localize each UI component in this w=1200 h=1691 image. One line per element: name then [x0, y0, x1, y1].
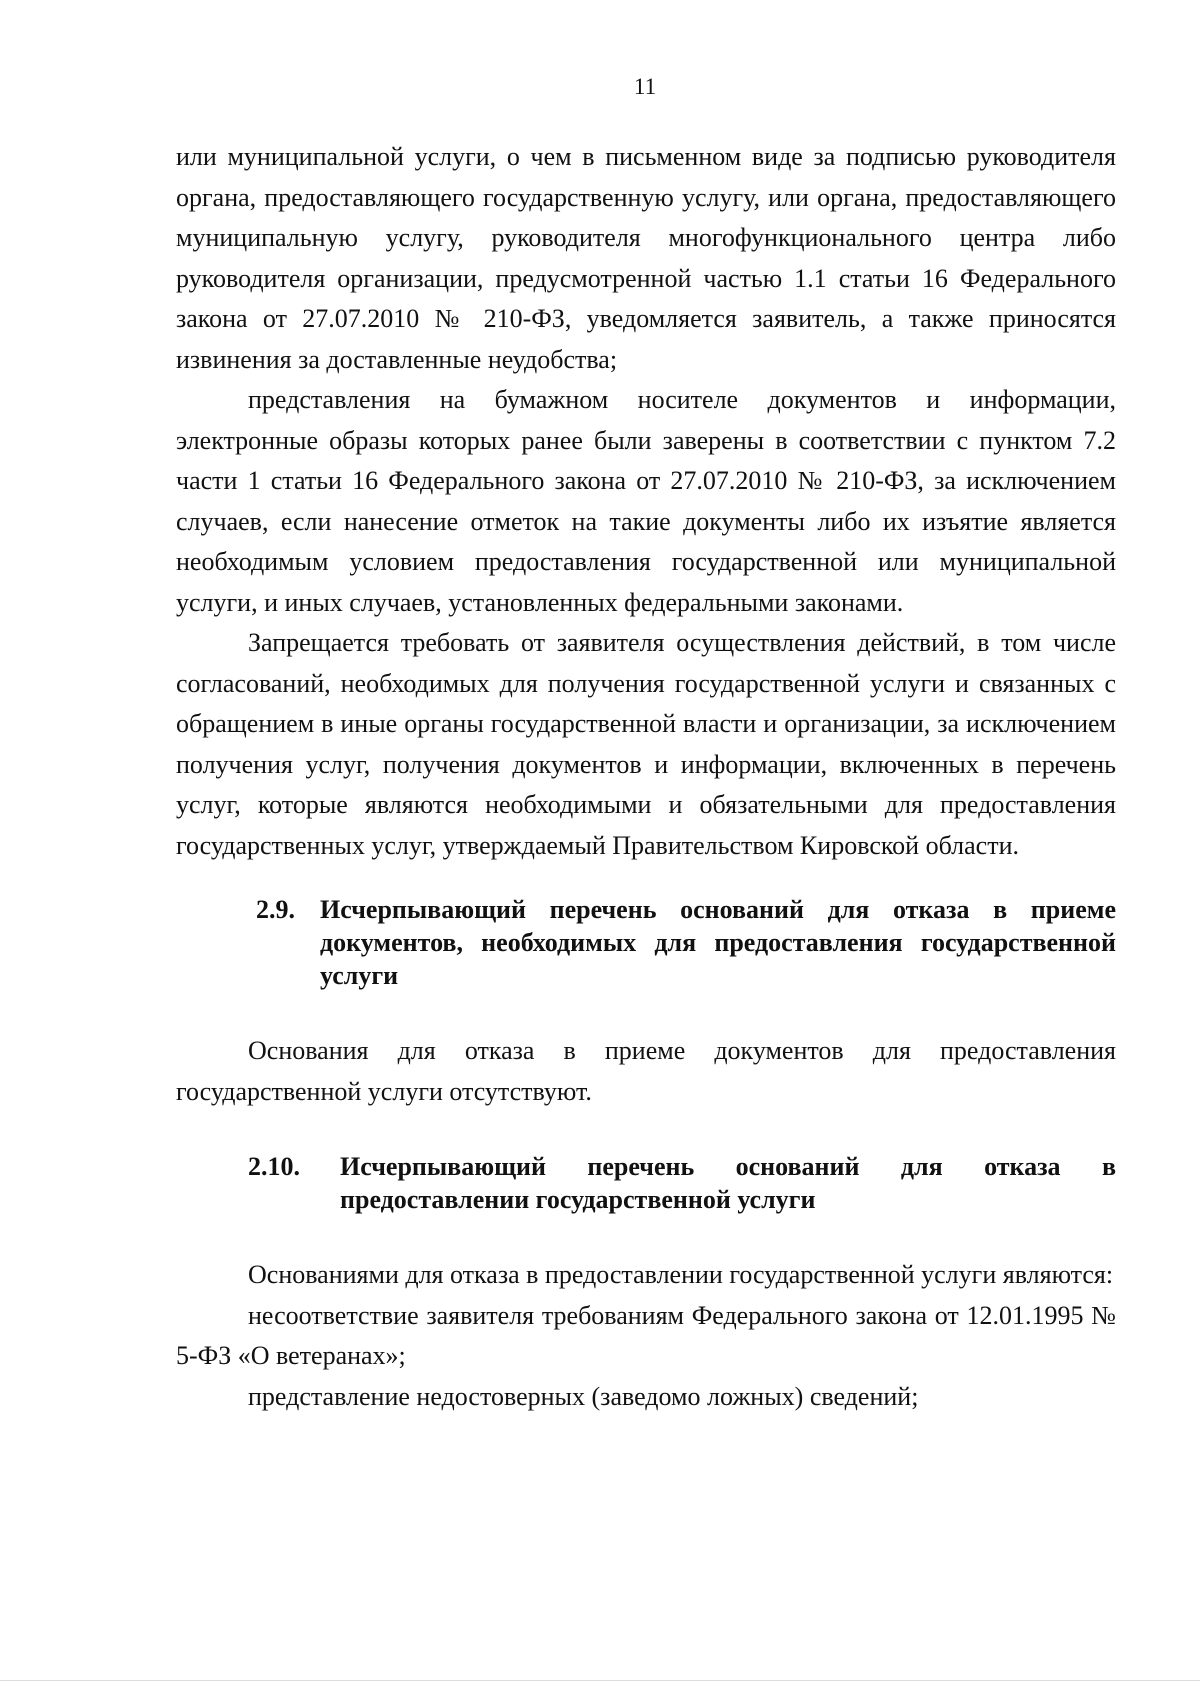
section-heading-2-10	[176, 1150, 1116, 1216]
paragraph-nonconformity: несоответствие заявителя требованиям Федерального закона от 12.01.1995 № 5-ФЗ «О ветеранах»;	[176, 1300, 1116, 1370]
paragraph-false-information: представление недостоверных (заведомо ложных) сведений;	[248, 1381, 919, 1411]
page-number: 11	[633, 74, 657, 99]
document-body	[176, 137, 1116, 1417]
section-heading-2-9	[176, 893, 1116, 992]
paragraph-continuation: или муниципальной услуги, о чем в письменном виде за подписью руководителя органа, предоставляющего государственную услугу, или органа, предоставляющего муниципальную услугу, руководителя многофункционального центра либо руководителя организации, предусмотренной частью 1.1 статьи 16 Федерального закона от 27.07.2010 № 210-ФЗ, уведомляется заявитель, а также приносятся извинения за доставленные неудобства;	[176, 142, 1116, 374]
section-number: 2.10.	[248, 1152, 300, 1181]
section-title: Исчерпывающий перечень оснований для отказа в приеме документов, необходимых для предоставления государственной услуги	[320, 895, 1116, 990]
paragraph-no-refusal-grounds: Основания для отказа в приеме документов для предоставления государственной услуги отсутствуют.	[176, 1036, 1116, 1106]
scan-edge-line	[0, 1680, 1200, 1681]
paragraph-refusal-grounds: Основаниями для отказа в предоставлении государственной услуги являются:	[248, 1260, 1114, 1289]
paragraph-prohibition: Запрещается требовать от заявителя осуществления действий, в том числе согласований, необходимых для получения государственной услуги и связанных с обращением в иные органы государственной власти и организации, за исключением получения услуг, получения документов и информации, включенных в перечень услуг, которые являются необходимыми и обязательными для предоставления государственных услуг, утверждаемый Правительством Кировской области.	[176, 628, 1116, 860]
paragraph-paper-documents: представления на бумажном носителе документов и информации, электронные образы которых ранее были заверены в соответствии с пунктом 7.2 части 1 статьи 16 Федерального закона от 27.07.2010 № 210-ФЗ, за исключением случаев, если нанесение отметок на такие документы либо их изъятие является необходимым условием предоставления государственной или муниципальной услуги, и иных случаев, установленных федеральными законами.	[176, 385, 1116, 617]
section-number: 2.9.	[256, 895, 295, 924]
section-title: Исчерпывающий перечень оснований для отказа в предоставлении государственной услуги	[340, 1152, 1116, 1214]
